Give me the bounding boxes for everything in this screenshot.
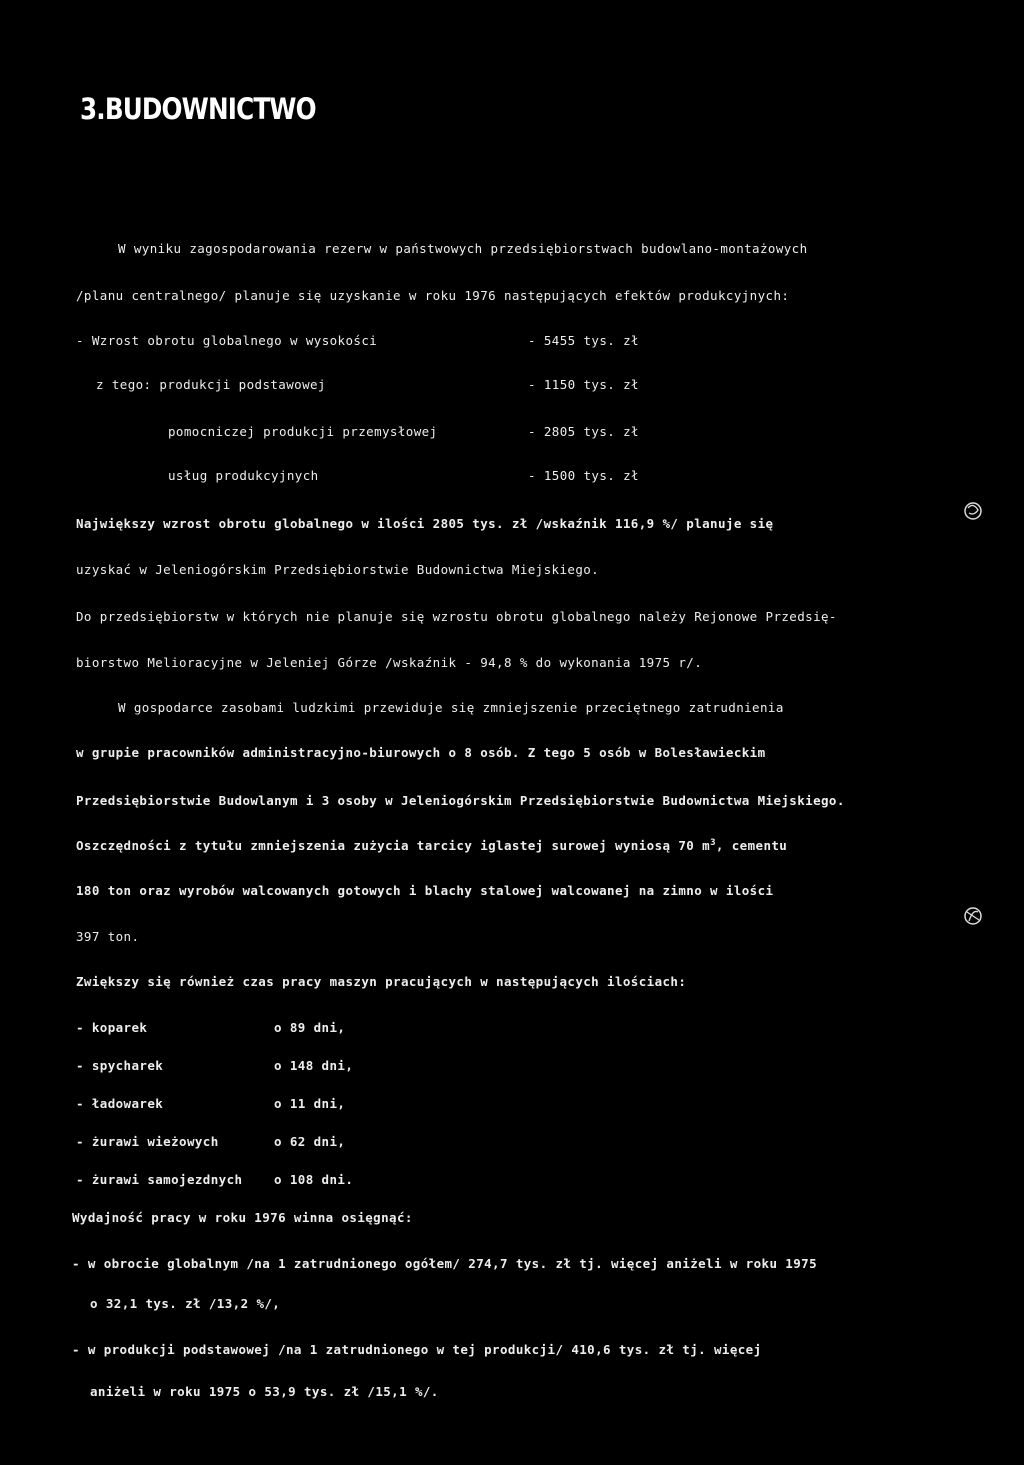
effect-value-basic: - 1150 tys. zł: [528, 377, 639, 392]
machine-name: - żurawi wieżowych: [76, 1134, 219, 1149]
productivity-line: Wydajność pracy w roku 1976 winna osięgnąć:: [72, 1210, 413, 1225]
margin-stamp-icon: [960, 498, 986, 524]
machine-value: o 62 dni,: [274, 1134, 346, 1149]
intro-line-2: /planu centralnego/ planuje się uzyskanie w roku 1976 następujących efektów produkcyjnych:: [76, 288, 790, 303]
productivity-line: - w obrocie globalnym /na 1 zatrudnionego ogółem/ 274,7 tys. zł tj. więcej aniżeli w roku 1975: [72, 1256, 818, 1271]
savings-text-cont: , cementu: [715, 838, 788, 853]
machine-value: o 11 dni,: [274, 1096, 346, 1111]
machine-value: o 148 dni,: [274, 1058, 354, 1073]
machine-name: - ładowarek: [76, 1096, 164, 1111]
paragraph-line: uzyskać w Jeleniogórskim Przedsiębiorstwie Budownictwa Miejskiego.: [76, 562, 600, 577]
productivity-line: - w produkcji podstawowej /na 1 zatrudnionego w tej produkcji/ 410,6 tys. zł tj. więcej: [72, 1342, 762, 1357]
productivity-line: aniżeli w roku 1975 o 53,9 tys. zł /15,1 %/.: [90, 1384, 439, 1399]
paragraph-line: W gospodarce zasobami ludzkimi przewiduje się zmniejszenie przeciętnego zatrudnienia: [118, 700, 784, 715]
effect-label-basic: z tego: produkcji podstawowej: [96, 377, 326, 392]
effect-value-total: - 5455 tys. zł: [528, 333, 639, 348]
machine-name: - spycharek: [76, 1058, 164, 1073]
paragraph-line: 180 ton oraz wyrobów walcowanych gotowych i blachy stalowej walcowanej na zimno w ilości: [76, 883, 774, 898]
effect-value-services: - 1500 tys. zł: [528, 468, 639, 483]
paragraph-line: 397 ton.: [76, 929, 140, 944]
effect-label-services: usług produkcyjnych: [168, 468, 319, 483]
paragraph-line: [76, 838, 787, 853]
paragraph-line: w grupie pracowników administracyjno-biurowych o 8 osób. Z tego 5 osób w Bolesławieckim: [76, 745, 766, 760]
savings-text: Oszczędności z tytułu zmniejszenia zużycia tarcicy iglastej surowej wyniosą 70 m: [76, 838, 711, 853]
machine-value: o 89 dni,: [274, 1020, 346, 1035]
paragraph-line: Przedsiębiorstwie Budowlanym i 3 osoby w Jeleniogórskim Przedsiębiorstwie Budownictwa Miejskiego.: [76, 793, 845, 808]
paragraph-line: Zwiększy się również czas pracy maszyn pracujących w następujących ilościach:: [76, 974, 687, 989]
page-title: 3.BUDOWNICTWO: [80, 92, 316, 126]
effect-label-total: - Wzrost obrotu globalnego w wysokości: [76, 333, 378, 348]
paragraph-line: biorstwo Melioracyjne w Jeleniej Górze /wskaźnik - 94,8 % do wykonania 1975 r/.: [76, 655, 703, 670]
margin-stamp-icon: [960, 903, 986, 929]
effect-value-auxiliary: - 2805 tys. zł: [528, 424, 639, 439]
paragraph-line: Do przedsiębiorstw w których nie planuje się wzrostu obrotu globalnego należy Rejonowe Przedsię-: [76, 609, 837, 624]
machine-value: o 108 dni.: [274, 1172, 354, 1187]
productivity-line: o 32,1 tys. zł /13,2 %/,: [90, 1296, 281, 1311]
machine-name: - żurawi samojezdnych: [76, 1172, 243, 1187]
intro-line-1: W wyniku zagospodarowania rezerw w państwowych przedsiębiorstwach budowlano-montażowych: [118, 241, 808, 256]
effect-label-auxiliary: pomocniczej produkcji przemysłowej: [168, 424, 438, 439]
paragraph-line: Największy wzrost obrotu globalnego w ilości 2805 tys. zł /wskaźnik 116,9 %/ planuje się: [76, 516, 774, 531]
machine-name: - koparek: [76, 1020, 148, 1035]
superscript-3: 3: [710, 837, 716, 848]
